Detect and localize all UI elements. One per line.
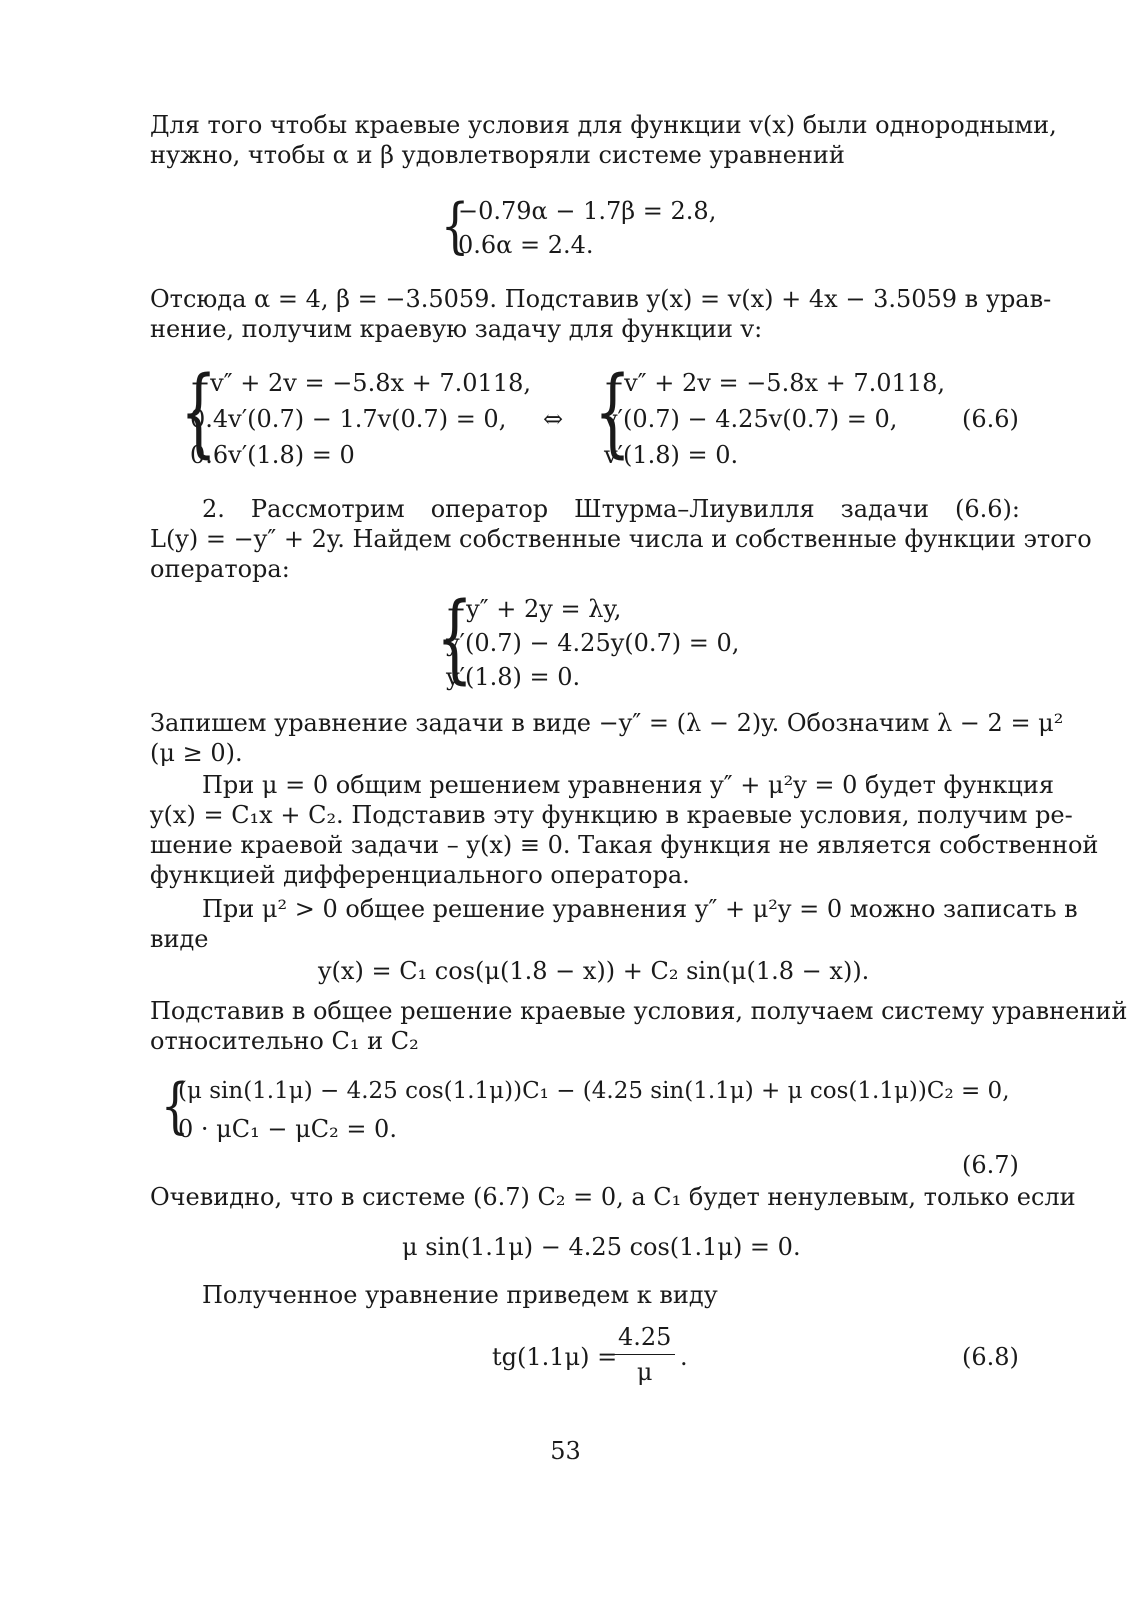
equation-line: −0.79α − 1.7β = 2.8,: [458, 197, 717, 225]
equation-line: y′(0.7) − 4.25y(0.7) = 0,: [446, 629, 740, 657]
equation-number: (6.8): [962, 1343, 1019, 1371]
equation-line: (μ sin(1.1μ) − 4.25 cos(1.1μ))C₁ − (4.25 sin(1.1μ) + μ cos(1.1μ))C₂ = 0,: [178, 1078, 1010, 1104]
left-brace: {: [440, 191, 470, 261]
text-line: y(x) = C₁x + C₂. Подставив эту функцию в краевые условия, получим ре-: [150, 801, 1073, 829]
text-line: 2. Рассмотрим оператор Штурма–Лиувилля задачи (6.6):: [202, 495, 1020, 523]
fraction-numerator: 4.25: [614, 1322, 675, 1355]
left-brace: {: [594, 356, 631, 468]
text-line: L(y) = −y″ + 2y. Найдем собственные числа и собственные функции этого: [150, 525, 1092, 553]
equation-line: y(x) = C₁ cos(μ(1.8 − x)) + C₂ sin(μ(1.8 − x)).: [318, 957, 870, 985]
text-line: оператора:: [150, 555, 290, 583]
text-line: При μ² > 0 общее решение уравнения y″ + μ²y = 0 можно записать в: [202, 895, 1078, 923]
equation-line: μ sin(1.1μ) − 4.25 cos(1.1μ) = 0.: [402, 1233, 801, 1261]
left-brace: {: [160, 1071, 190, 1141]
equation-period: .: [680, 1343, 688, 1371]
equation-line: 0 · μC₁ − μC₂ = 0.: [178, 1115, 397, 1143]
page-number: 53: [550, 1437, 581, 1465]
equation-line: −y″ + 2y = λy,: [446, 595, 622, 623]
equivalence-arrow: ⇔: [543, 405, 564, 433]
text-line: нение, получим краевую задачу для функции v:: [150, 315, 763, 343]
equation-line: v′(1.8) = 0.: [604, 441, 739, 469]
equation-line: −v″ + 2v = −5.8x + 7.0118,: [604, 369, 945, 397]
text-line: нужно, чтобы α и β удовлетворяли системе уравнений: [150, 141, 845, 169]
equation-line: −v″ + 2v = −5.8x + 7.0118,: [190, 369, 531, 397]
text-line: (μ ≥ 0).: [150, 739, 243, 767]
text-line: относительно C₁ и C₂: [150, 1027, 419, 1055]
fraction: [614, 1322, 675, 1387]
left-brace: {: [436, 582, 473, 694]
text-line: Очевидно, что в системе (6.7) C₂ = 0, а C₁ будет ненулевым, только если: [150, 1183, 1076, 1211]
equation-line: 0.4v′(0.7) − 1.7v(0.7) = 0,: [190, 405, 507, 433]
text-line: Подставив в общее решение краевые условия, получаем систему уравнений: [150, 997, 1128, 1025]
text-line: виде: [150, 925, 209, 953]
left-brace: {: [180, 356, 217, 468]
equation-line: y′(1.8) = 0.: [446, 663, 581, 691]
equation-line: 0.6v′(1.8) = 0: [190, 441, 355, 469]
text-line: Запишем уравнение задачи в виде −y″ = (λ − 2)y. Обозначим λ − 2 = μ²: [150, 709, 1064, 737]
equation-lhs: tg(1.1μ) =: [492, 1343, 618, 1371]
equation-number: (6.6): [962, 405, 1019, 433]
text-line: Для того чтобы краевые условия для функции v(x) были однородными,: [150, 111, 1057, 139]
equation-line: v′(0.7) − 4.25v(0.7) = 0,: [604, 405, 898, 433]
equation-number: (6.7): [962, 1151, 1019, 1179]
text-line: Полученное уравнение приведем к виду: [202, 1281, 718, 1309]
fraction-denominator: μ: [636, 1358, 653, 1386]
text-line: шение краевой задачи – y(x) ≡ 0. Такая функция не является собственной: [150, 831, 1099, 859]
text-line: Отсюда α = 4, β = −3.5059. Подставив y(x) = v(x) + 4x − 3.5059 в урав-: [150, 285, 1052, 313]
equation-line: 0.6α = 2.4.: [458, 231, 594, 259]
text-line: При μ = 0 общим решением уравнения y″ + μ²y = 0 будет функция: [202, 771, 1054, 799]
text-line: функцией дифференциального оператора.: [150, 861, 690, 889]
